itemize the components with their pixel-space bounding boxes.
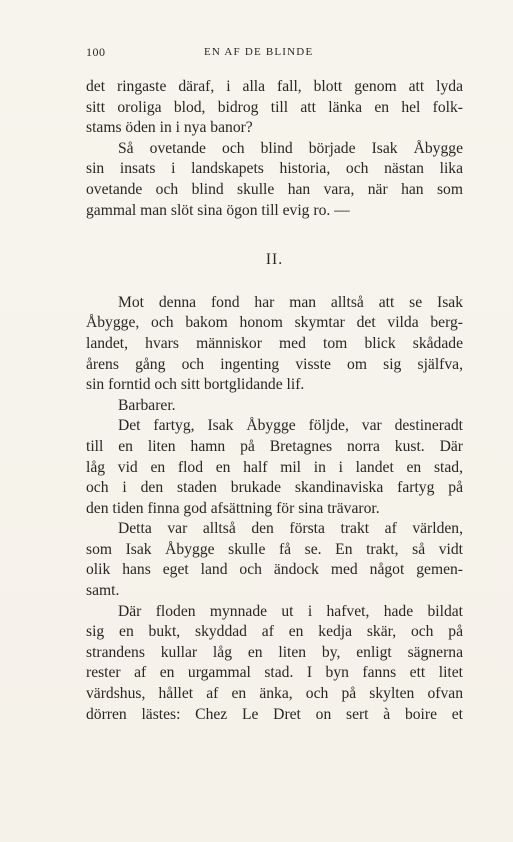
text-line: Där floden mynnade ut i hafvet, hade bildat bbox=[118, 602, 463, 620]
running-title: EN AF DE BLINDE bbox=[204, 46, 314, 58]
text-line: rester af en urgammal stad. I byn fanns ett litet bbox=[86, 664, 463, 682]
text-line: samt. bbox=[86, 582, 120, 600]
paragraph-1 bbox=[86, 77, 463, 139]
text-line: olik hans eget land och ändock med något gemen- bbox=[86, 561, 463, 579]
text-line: sin insats i landskapets historia, och nästan lika bbox=[86, 160, 463, 178]
text-line: Så ovetande och blind började Isak Åbygge bbox=[118, 139, 463, 157]
text-line: sig en bukt, skyddad af en kedja skär, och på bbox=[86, 623, 463, 641]
text-line: gammal man slöt sina ögon till evig ro. — bbox=[86, 201, 350, 219]
text-line: till en liten hamn på Bretagnes norra kust. Där bbox=[86, 437, 463, 455]
paragraph-4 bbox=[86, 396, 463, 417]
text-line: stams öden in i nya banor? bbox=[86, 119, 253, 137]
text-line: värdshus, hållet af en änka, och på skylten ofvan bbox=[86, 685, 463, 703]
paragraph-2 bbox=[86, 139, 463, 221]
text-line: som Isak Åbygge skulle få se. En trakt, så vidt bbox=[86, 540, 463, 558]
text-line: sitt oroliga blod, bidrog till att länka en hel folk- bbox=[86, 98, 463, 116]
page-number: 100 bbox=[86, 45, 106, 59]
section-heading: II. bbox=[265, 251, 284, 269]
text-line: Barbarer. bbox=[118, 396, 176, 414]
text-line: den tiden finna god afsättning för sina trävaror. bbox=[86, 499, 380, 517]
paragraph-7 bbox=[86, 602, 463, 726]
text-line: Åbygge, och bakom honom skymtar det vilda berg- bbox=[86, 314, 463, 332]
paragraph-6 bbox=[86, 519, 463, 601]
text-line: och i den staden brukade skandinaviska fartyg på bbox=[86, 479, 463, 497]
text-line: Mot denna fond har man alltså att se Isak bbox=[118, 293, 463, 311]
text-line: det ringaste däraf, i alla fall, blott genom att lyda bbox=[86, 78, 463, 95]
text-line: sin forntid och sitt bortglidande lif. bbox=[86, 376, 305, 394]
paragraph-5 bbox=[86, 416, 463, 519]
text-line: strandens kullar låg en liten by, enligt sägnerna bbox=[86, 643, 463, 661]
paragraph-3 bbox=[86, 293, 463, 396]
text-line: Det fartyg, Isak Åbygge följde, var destineradt bbox=[118, 417, 463, 435]
running-head bbox=[86, 45, 460, 63]
text-line: landet, hvars människor med tom blick skådade bbox=[86, 334, 463, 352]
text-line: ovetande och blind skulle han vara, när han som bbox=[86, 180, 463, 198]
text-line: dörren lästes: Chez Le Dret on sert à boire et bbox=[86, 705, 463, 723]
text-line: låg vid en flod en half mil in i landet en stad, bbox=[86, 458, 463, 476]
text-line: årens gång och ingenting visste om sig själfva, bbox=[86, 355, 463, 373]
text-line: Detta var alltså den första trakt af världen, bbox=[118, 520, 463, 538]
body-text bbox=[86, 77, 463, 725]
